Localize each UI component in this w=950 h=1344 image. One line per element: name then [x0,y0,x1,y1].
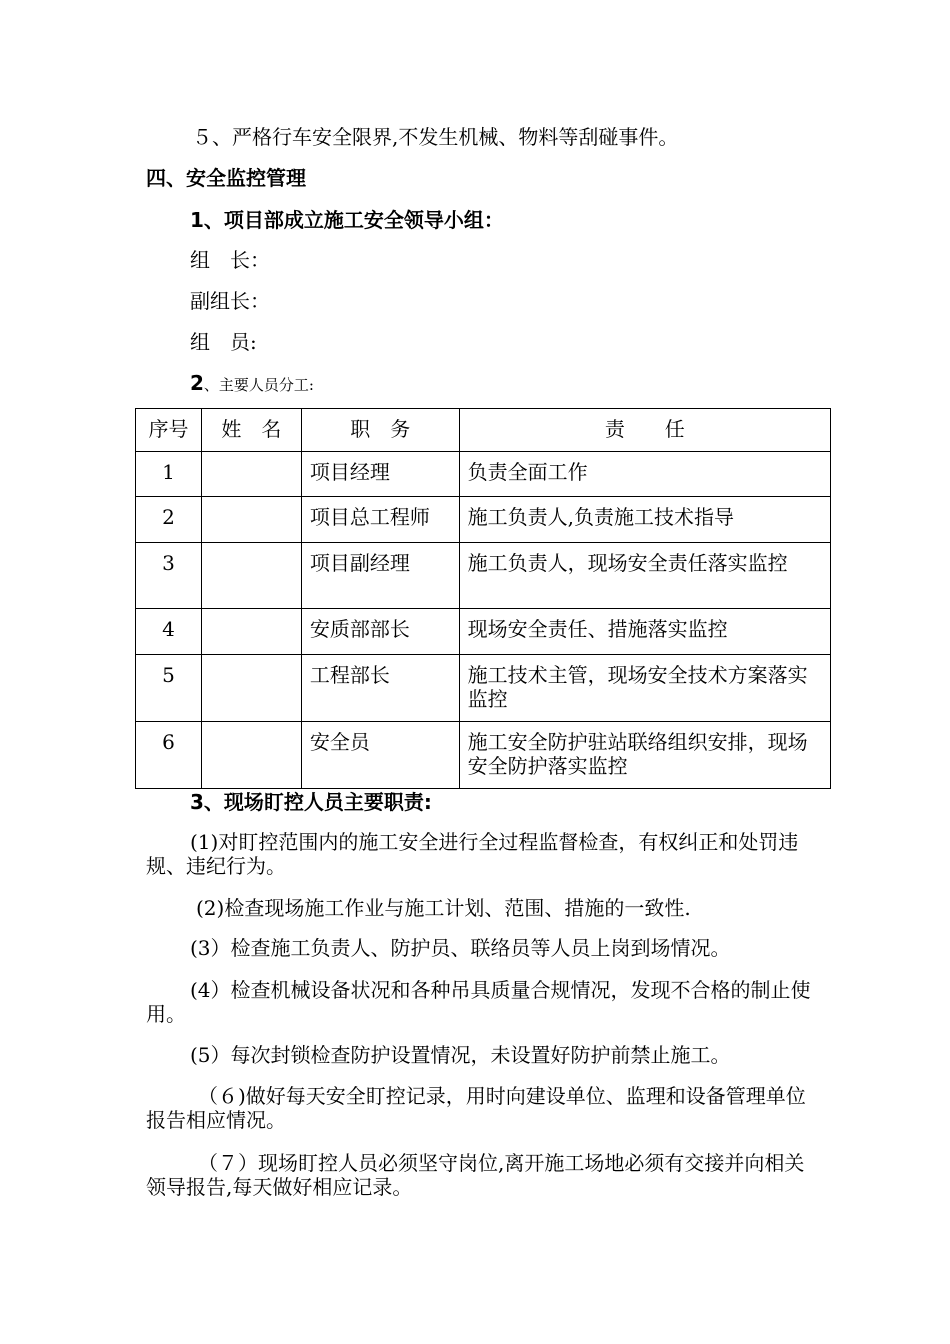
row-position: 项目经理 [301,452,459,497]
subsection-3-title: 3、现场盯控人员主要职责: [190,790,432,814]
table-row [136,655,831,722]
header-no: 序号 [136,409,202,452]
row-name [201,655,301,722]
row-no: 6 [136,722,202,789]
header-name: 姓 名 [201,409,301,452]
row-no: 2 [136,497,202,543]
row-no: 1 [136,452,202,497]
row-duty: 施工安全防护驻站联络组织安排，现场安全防护落实监控 [459,722,830,789]
subsection-2-number: 2 [190,371,204,395]
subsection-2-text: 、主要人员分工: [203,376,314,394]
row-no: 5 [136,655,202,722]
deputy-leader-label: 副组长： [190,289,270,313]
row-no: 3 [136,543,202,609]
duty-paragraph-3: (3）检查施工负责人、防护员、联络员等人员上岗到场情况。 [190,936,731,960]
table-row [136,452,831,497]
row-duty: 负责全面工作 [459,452,830,497]
section-title: 四、安全监控管理 [146,166,306,190]
row-name [201,497,301,543]
table-header-row [136,409,831,452]
row-duty: 施工负责人，现场安全责任落实监控 [459,543,830,609]
item-5-text: ５、严格行车安全限界,不发生机械、物料等刮碰事件。 [192,125,679,149]
table-row [136,722,831,789]
row-position: 工程部长 [301,655,459,722]
header-position: 职 务 [301,409,459,452]
header-duty: 责 任 [459,409,830,452]
table-row [136,609,831,655]
duty-paragraph-7: （７）现场盯控人员必须坚守岗位,离开施工场地必须有交接并向相关领导报告,每天做好相应记录。 [146,1151,805,1199]
row-no: 4 [136,609,202,655]
row-position: 安全员 [301,722,459,789]
row-position: 项目副经理 [301,543,459,609]
duty-paragraph-2: (2)检查现场施工作业与施工计划、范围、措施的一致性. [196,896,691,920]
subsection-1-title: 1、项目部成立施工安全领导小组： [190,208,504,232]
subsection-2-title [190,371,314,397]
row-position: 项目总工程师 [301,497,459,543]
duty-paragraph-6: （６)做好每天安全盯控记录，用时向建设单位、监理和设备管理单位报告相应情况。 [146,1084,806,1132]
duty-paragraph-4: (4）检查机械设备状况和各种吊具质量合规情况，发现不合格的制止使用。 [146,978,811,1026]
row-duty: 现场安全责任、措施落实监控 [459,609,830,655]
row-name [201,609,301,655]
duty-paragraph-5: (5）每次封锁检查防护设置情况，未设置好防护前禁止施工。 [190,1043,731,1067]
row-duty: 施工技术主管，现场安全技术方案落实监控 [459,655,830,722]
table-row [136,497,831,543]
row-position: 安质部部长 [301,609,459,655]
leader-label: 组 长： [190,248,270,272]
row-duty: 施工负责人,负责施工技术指导 [459,497,830,543]
members-label: 组 员: [190,330,257,354]
row-name [201,543,301,609]
row-name [201,722,301,789]
staff-duty-table [135,408,831,789]
table-row [136,543,831,609]
duty-paragraph-1: (1)对盯控范围内的施工安全进行全过程监督检查，有权纠正和处罚违规、违纪行为。 [146,830,799,878]
row-name [201,452,301,497]
